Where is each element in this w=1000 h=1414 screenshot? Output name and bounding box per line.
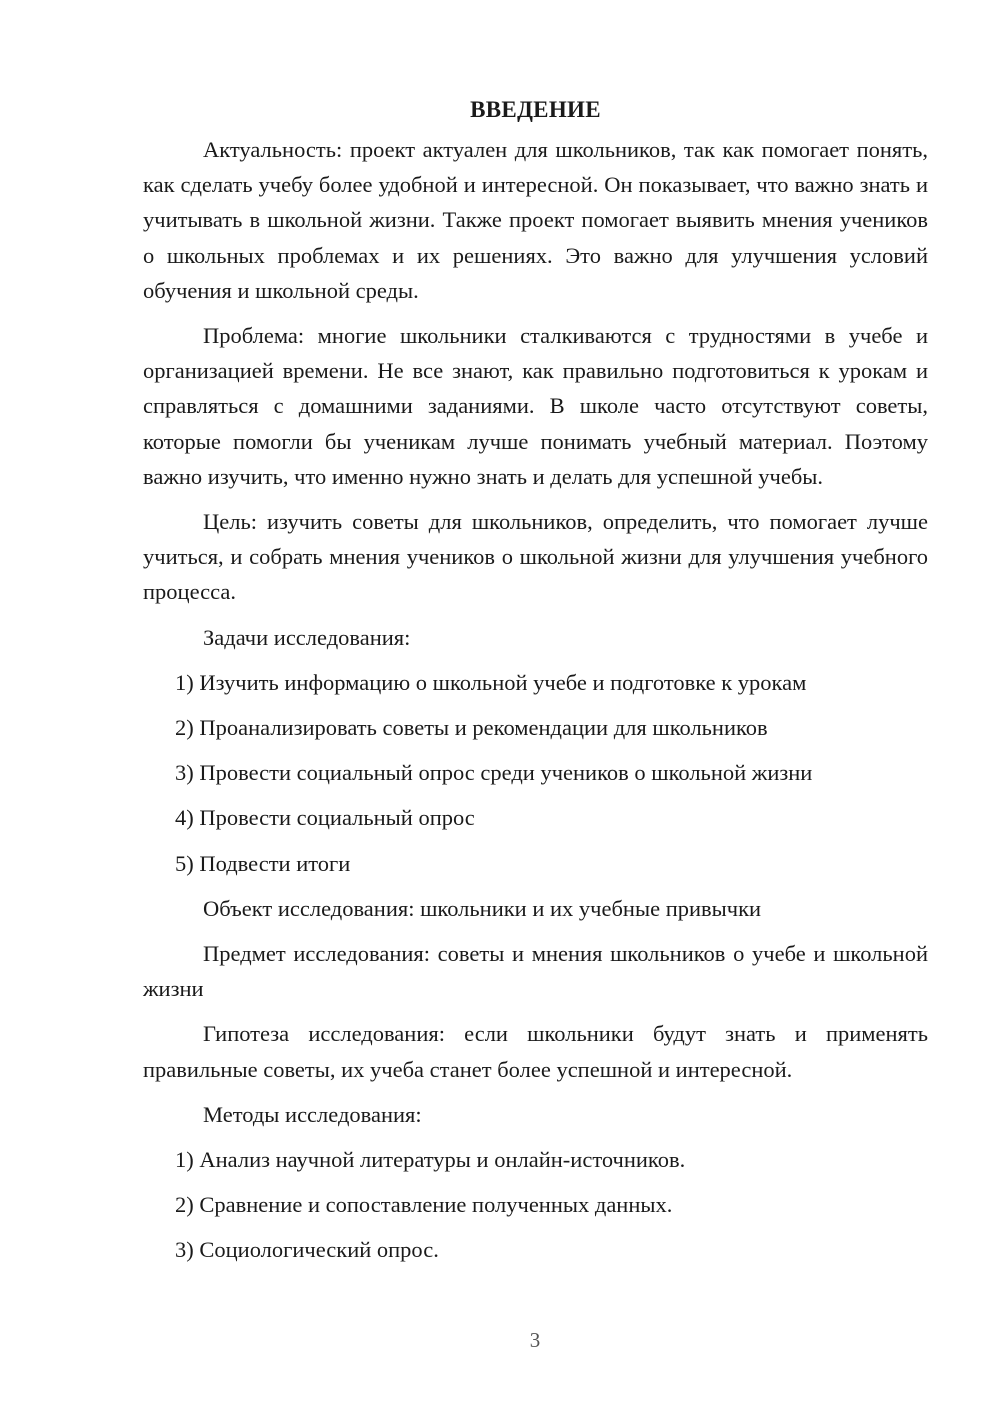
method-item: 1) Анализ научной литературы и онлайн-источников.: [175, 1147, 686, 1173]
method-item: 3) Социологический опрос.: [175, 1237, 439, 1263]
task-item: 2) Проанализировать советы и рекомендации для школьников: [175, 715, 768, 741]
relevance-paragraph: Актуальность: проект актуален для школьников, так как помогает понять, как сделать учебу более удобной и интересной. Он показывает, что важно знать и учитывать в школьной жизни. Также проект помогает выявить мнения учеников о школьных проблемах и их решениях. Это важно для улучшения условий обучения и школьной среды.: [143, 137, 928, 303]
methods-list: [143, 1142, 928, 1268]
method-item: 2) Сравнение и сопоставление полученных данных.: [175, 1192, 673, 1218]
object-paragraph: Объект исследования: школьники и их учебные привычки: [203, 895, 762, 921]
tasks-list: [143, 665, 928, 881]
page-number: 3: [529, 1328, 541, 1352]
goal-paragraph: Цель: изучить советы для школьников, определить, что помогает лучше учиться, и собрать мнения учеников о школьной жизни для улучшения учебного процесса.: [143, 509, 928, 605]
task-item: 3) Провести социальный опрос среди учеников о школьной жизни: [175, 760, 813, 786]
subject-paragraph: Предмет исследования: советы и мнения школьников о учебе и школьной жизни: [143, 941, 928, 1002]
task-item: 5) Подвести итоги: [175, 850, 351, 876]
problem-paragraph: Проблема: многие школьники сталкиваются с трудностями в учебе и организацией времени. Не все знают, как правильно подготовиться к урокам и справляться с домашними заданиями. В школе часто отсутствуют советы, которые помогли бы ученикам лучше понимать учебный материал. Поэтому важно изучить, что именно нужно знать и делать для успешной учебы.: [143, 323, 928, 489]
task-item: 1) Изучить информацию о школьной учебе и подготовке к урокам: [175, 669, 807, 695]
hypothesis-paragraph: Гипотеза исследования: если школьники будут знать и применять правильные советы, их учеба станет более успешной и интересной.: [143, 1021, 928, 1082]
page-body: [143, 88, 928, 1278]
task-item: 4) Провести социальный опрос: [175, 805, 475, 831]
methods-heading: Методы исследования:: [203, 1101, 422, 1127]
tasks-heading: Задачи исследования:: [203, 624, 411, 650]
section-title: ВВЕДЕНИЕ: [470, 97, 601, 122]
